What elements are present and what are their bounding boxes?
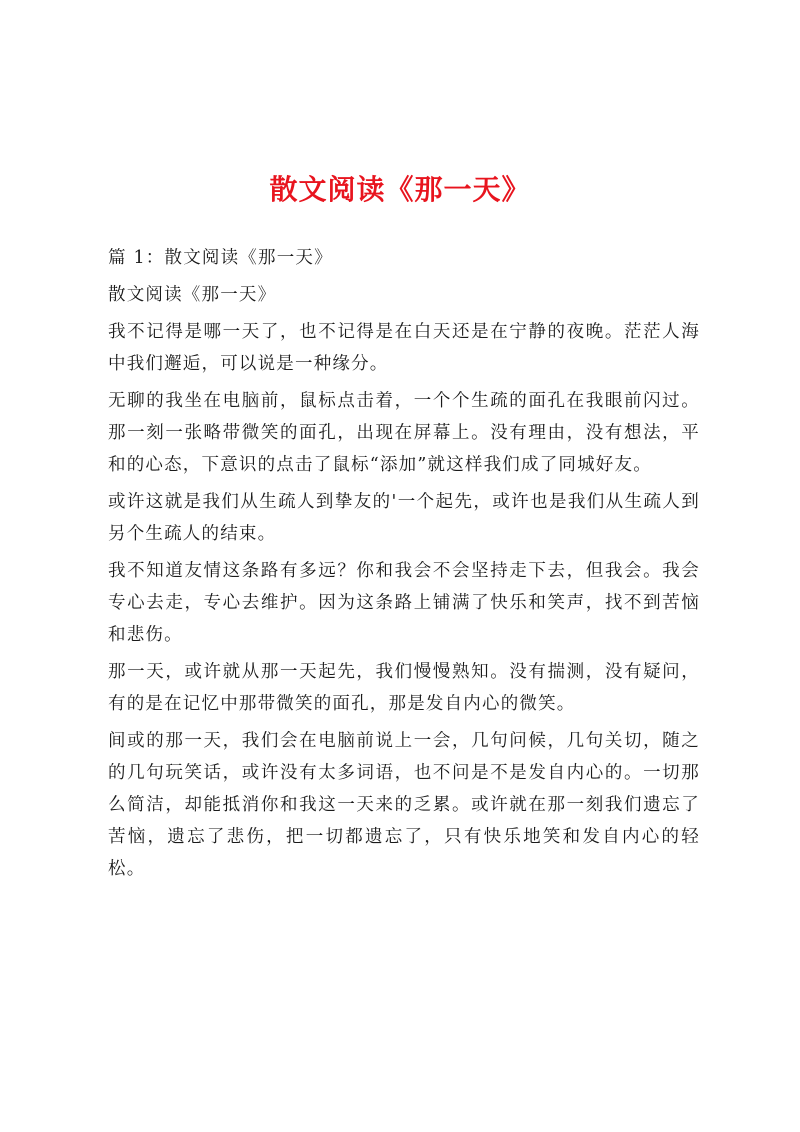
- section-heading: 篇 1：散文阅读《那一天》: [108, 248, 333, 268]
- paragraph-4: 我不知道友情这条路有多远？你和我会不会坚持走下去，但我会。我会专心去走，专心去维护。因为这条路上铺满了快乐和笑声，找不到苦恼和悲伤。: [108, 561, 700, 645]
- paragraph-1: 我不记得是哪一天了，也不记得是在白天还是在宁静的夜晚。茫茫人海中我们邂逅，可以说是一种缘分。: [108, 322, 700, 374]
- paragraph-2: 无聊的我坐在电脑前，鼠标点击着，一个个生疏的面孔在我眼前闪过。那一刻一张略带微笑的面孔，出现在屏幕上。没有理由，没有想法，平和的心态，下意识的点击了鼠标“添加”就这样我们成了同城好友。: [108, 391, 700, 475]
- document-body: [108, 242, 700, 885]
- document-subtitle: 散文阅读《那一天》: [108, 285, 277, 305]
- document-title: 散文阅读《那一天》: [269, 173, 531, 206]
- paragraph-3: 或许这就是我们从生疏人到挚友的'一个起先，或许也是我们从生疏人到另个生疏人的结束。: [108, 492, 700, 544]
- paragraph-6: 间或的那一天，我们会在电脑前说上一会，几句问候，几句关切，随之的几句玩笑话，或许没有太多词语，也不问是不是发自内心的。一切那么简洁，却能抵消你和我这一天来的乏累。或许就在那一刻我们遗忘了苦恼，遗忘了悲伤，把一切都遗忘了，只有快乐地笑和发自内心的轻松。: [108, 731, 700, 879]
- paragraph-5: 那一天，或许就从那一天起先，我们慢慢熟知。没有揣测，没有疑问，有的是在记忆中那带微笑的面孔，那是发自内心的微笑。: [108, 662, 700, 714]
